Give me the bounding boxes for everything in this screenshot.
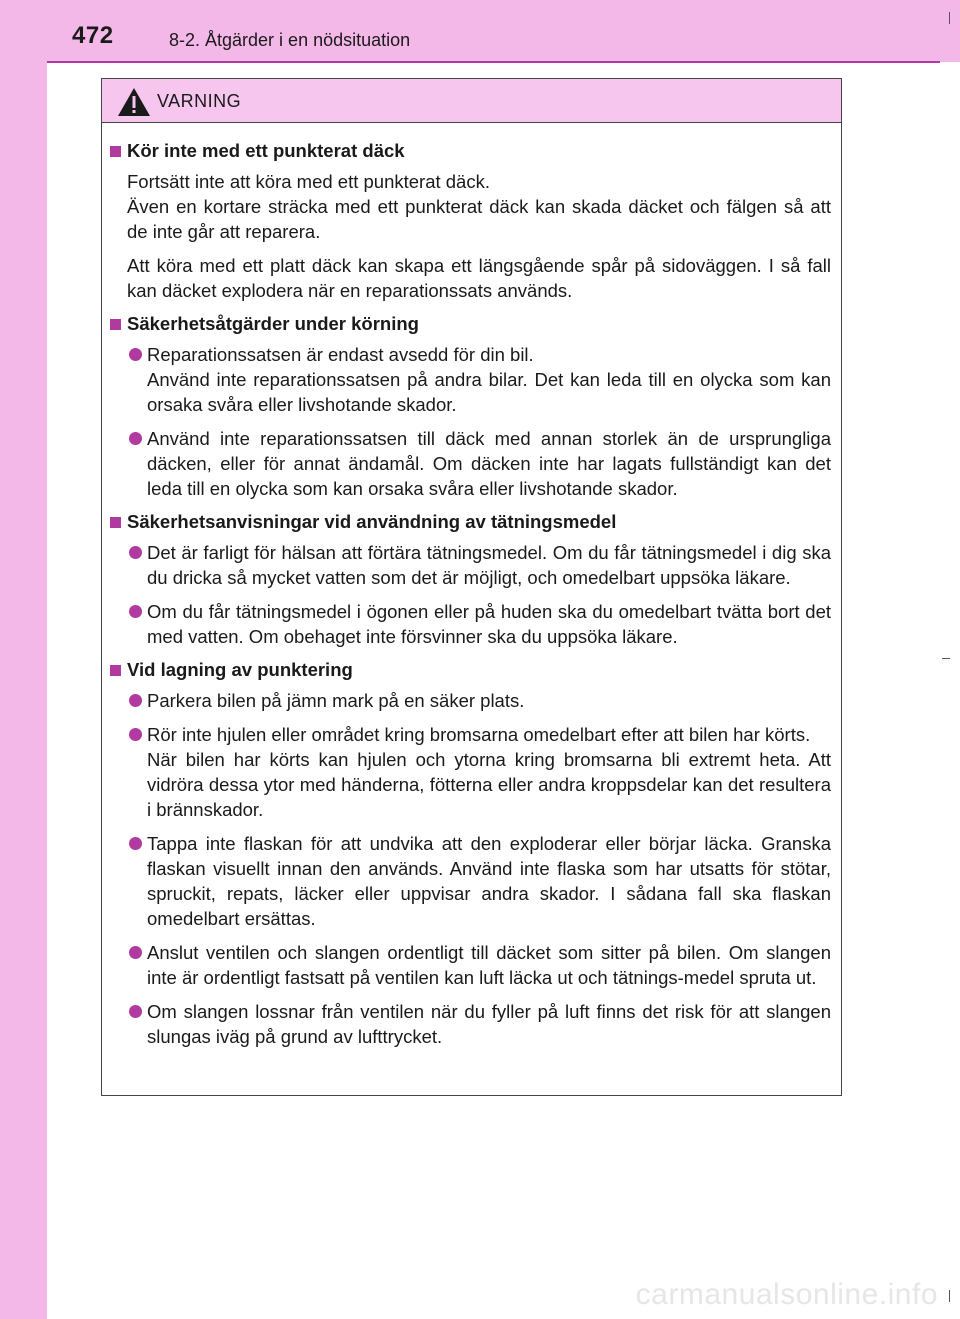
- page-number: 472: [72, 22, 114, 49]
- list-item: [127, 688, 831, 713]
- paragraph: Att köra med ett platt däck kan skapa ett längsgående spår på sidoväggen. I så fall kan däcket explodera när en reparationssats används.: [127, 255, 831, 301]
- section-title: 8-2. Åtgärder i en nödsituation: [169, 30, 411, 50]
- round-bullet-icon: [129, 546, 142, 559]
- paragraph: Fortsätt inte att köra med ett punkterat däck.: [127, 171, 490, 192]
- square-bullet-icon: [110, 517, 121, 528]
- bullet-text: Använd inte reparationssatsen till däck med annan storlek än de ursprungliga däcken, eller för annat ändamål. Om däcken inte har lagats fullständigt kan det leda till en olycka som kan orsaka svåra eller livshotande skador.: [147, 428, 831, 499]
- list-item: [127, 722, 831, 822]
- bullet-text: Det är farligt för hälsan att förtära tätningsmedel. Om du får tätningsmedel i dig ska du dricka så mycket vatten som det är möjligt, och omedelbart uppsöka läkare.: [147, 542, 831, 588]
- round-bullet-icon: [129, 946, 142, 959]
- warning-header: [102, 79, 841, 123]
- round-bullet-icon: [129, 605, 142, 618]
- list-item: [127, 831, 831, 931]
- square-bullet-icon: [110, 146, 121, 157]
- square-bullet-icon: [110, 319, 121, 330]
- watermark: carmanualsonline.info: [635, 1278, 938, 1311]
- section-puncture-repair: [110, 658, 831, 1049]
- list-item: [127, 940, 831, 990]
- bullet-text: Reparationssatsen är endast avsedd för din bil.: [147, 344, 534, 365]
- warning-title: VARNING: [157, 91, 242, 111]
- list-item: [127, 342, 831, 417]
- side-band: [0, 0, 47, 1319]
- round-bullet-icon: [129, 728, 142, 741]
- section-heading: Säkerhetsåtgärder under körning: [127, 313, 419, 334]
- section-heading: Kör inte med ett punkterat däck: [127, 140, 405, 161]
- bullet-text: När bilen har körts kan hjulen och ytorna kring bromsarna bli extremt heta. Att vidröra dessa ytor med händerna, fötterna eller andra kroppsdelar kan det resultera i brännskador.: [147, 749, 831, 820]
- section-driving-safety: [110, 312, 831, 501]
- section-no-flat-tire: [110, 139, 831, 303]
- warning-body: [102, 123, 841, 1049]
- round-bullet-icon: [129, 348, 142, 361]
- bullet-text: Anslut ventilen och slangen ordentligt till däcket som sitter på bilen. Om slangen inte är ordentligt fastsatt på ventilen kan luft läcka ut och tätnings-medel spruta ut.: [147, 942, 831, 988]
- round-bullet-icon: [129, 432, 142, 445]
- section-sealant-safety: [110, 510, 831, 649]
- list-item: [127, 540, 831, 590]
- list-item: [127, 426, 831, 501]
- round-bullet-icon: [129, 837, 142, 850]
- round-bullet-icon: [129, 1005, 142, 1018]
- paragraph: Även en kortare sträcka med ett punkterat däck kan skada däcket och fälgen så att de inte går att reparera.: [127, 196, 831, 242]
- square-bullet-icon: [110, 665, 121, 676]
- crop-mark: [942, 658, 950, 659]
- bullet-text: Tappa inte flaskan för att undvika att den exploderar eller börjar läcka. Granska flaskan visuellt innan den används. Använd inte flaska som har utsatts för stötar, spruckit, repats, läcker eller uppvisar andra skador. I sådana fall ska flaskan omedelbart ersättas.: [147, 833, 831, 929]
- bullet-text: Använd inte reparationssatsen på andra bilar. Det kan leda till en olycka som kan orsaka svåra eller livshotande skador.: [147, 369, 831, 415]
- round-bullet-icon: [129, 694, 142, 707]
- list-item: [127, 599, 831, 649]
- warning-triangle-icon: [117, 87, 151, 117]
- bullet-text: Rör inte hjulen eller området kring bromsarna omedelbart efter att bilen har körts.: [147, 724, 811, 745]
- section-heading: Säkerhetsanvisningar vid användning av tätningsmedel: [127, 511, 617, 532]
- warning-box: [101, 78, 842, 1096]
- section-heading: Vid lagning av punktering: [127, 659, 353, 680]
- header-rule: [47, 61, 940, 63]
- crop-mark: [949, 12, 950, 24]
- bullet-text: Om slangen lossnar från ventilen när du fyller på luft finns det risk för att slangen slungas iväg på grund av lufttrycket.: [147, 1001, 831, 1047]
- list-item: [127, 999, 831, 1049]
- crop-mark: [949, 1290, 950, 1302]
- bullet-text: Parkera bilen på jämn mark på en säker plats.: [147, 690, 525, 711]
- bullet-text: Om du får tätningsmedel i ögonen eller på huden ska du omedelbart tvätta bort det med vatten. Om obehaget inte försvinner ska du uppsöka läkare.: [147, 601, 831, 647]
